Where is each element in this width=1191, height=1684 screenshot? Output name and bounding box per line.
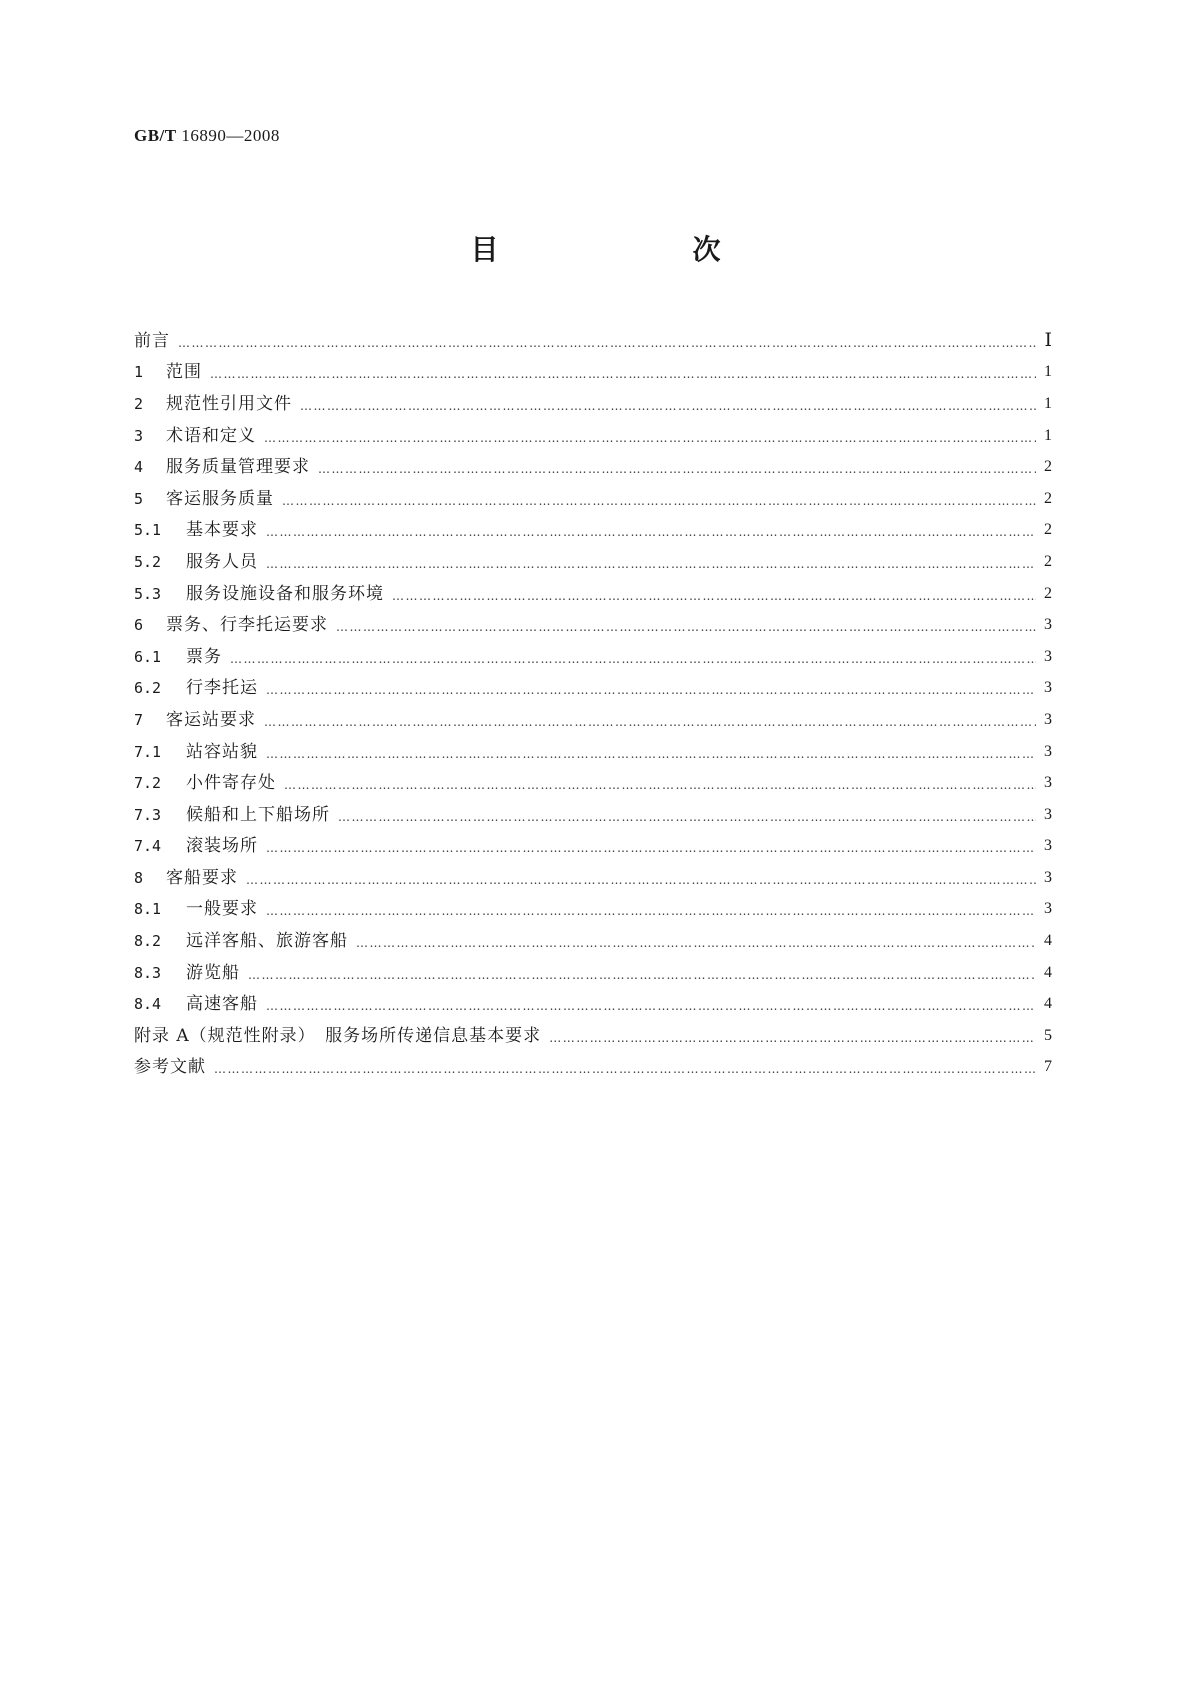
toc-entry-title: 参考文献: [134, 1057, 206, 1078]
toc-dot-leader: [336, 617, 1036, 637]
standard-prefix: GB/T: [134, 126, 177, 145]
toc-entry-page: 4: [1044, 995, 1052, 1013]
toc-entry-number: 8.1: [134, 900, 162, 919]
toc-dot-leader: [549, 1028, 1036, 1048]
toc-entry-title: 范围: [166, 362, 202, 383]
toc-dot-leader: [338, 807, 1036, 827]
toc-dot-leader: [284, 775, 1036, 795]
toc-entry-page: 3: [1044, 805, 1052, 823]
toc-entry-title: 远洋客船、旅游客船: [186, 931, 348, 952]
toc-entry-number: 7: [134, 710, 144, 729]
toc-dot-leader: [230, 649, 1036, 669]
toc-entry-page: 2: [1044, 552, 1052, 570]
toc-entry-number: 3: [134, 426, 144, 445]
toc-entry-title: 服务人员: [186, 551, 258, 572]
toc-entry-title: 附录 A（规范性附录） 服务场所传递信息基本要求: [134, 1025, 542, 1046]
toc-dot-leader: [266, 996, 1036, 1016]
toc-entry[interactable]: [134, 831, 1052, 863]
toc-entry-number: 6: [134, 616, 144, 635]
toc-dot-leader: [210, 364, 1036, 384]
toc-dot-leader: [266, 744, 1036, 764]
toc-entry[interactable]: [134, 515, 1052, 547]
table-of-contents: [134, 325, 1052, 1083]
toc-entry-page: 3: [1044, 647, 1052, 665]
toc-entry-page: 3: [1044, 679, 1052, 697]
toc-entry-page: 3: [1044, 616, 1052, 634]
toc-dot-leader: [392, 586, 1036, 606]
toc-entry-page: 3: [1044, 774, 1052, 792]
toc-entry-number: 4: [134, 458, 144, 477]
toc-dot-leader: [246, 870, 1036, 890]
toc-entry-title: 高速客船: [186, 994, 258, 1015]
toc-entry-number: 8: [134, 868, 144, 887]
toc-entry[interactable]: [134, 578, 1052, 610]
toc-dot-leader: [266, 901, 1036, 921]
toc-entry-title: 服务质量管理要求: [166, 457, 310, 478]
toc-entry-page: 4: [1044, 932, 1052, 950]
toc-entry-number: 6.1: [134, 647, 162, 666]
toc-entry-title: 前言: [134, 330, 170, 351]
toc-entry-number: 7.3: [134, 805, 162, 824]
toc-entry-page: 3: [1044, 742, 1052, 760]
toc-entry-title: 候船和上下船场所: [186, 804, 330, 825]
toc-entry-title: 小件寄存处: [186, 773, 276, 794]
toc-entry-title: 客船要求: [166, 867, 238, 888]
toc-entry-number: 8.2: [134, 932, 162, 951]
toc-dot-leader: [266, 680, 1036, 700]
toc-entry-title: 服务设施设备和服务环境: [186, 583, 384, 604]
toc-entry-page: 1: [1044, 363, 1052, 381]
toc-entry-number: 5.1: [134, 521, 162, 540]
toc-entry[interactable]: [134, 957, 1052, 989]
toc-entry-page: 3: [1044, 868, 1052, 886]
toc-entry-title: 基本要求: [186, 520, 258, 541]
toc-dot-leader: [214, 1059, 1036, 1079]
toc-entry-page: 2: [1044, 584, 1052, 602]
toc-entry-page: 5: [1044, 1026, 1052, 1044]
toc-entry-number: 7.1: [134, 742, 162, 761]
toc-dot-leader: [178, 333, 1036, 353]
standard-code: [134, 126, 280, 146]
toc-dot-leader: [266, 838, 1036, 858]
toc-entry-title: 票务、行李托运要求: [166, 615, 328, 636]
toc-entry-title: 客运站要求: [166, 709, 256, 730]
toc-entry[interactable]: [134, 799, 1052, 831]
toc-entry-page: 7: [1044, 1058, 1052, 1076]
toc-entry[interactable]: [134, 894, 1052, 926]
toc-entry-page: 1: [1044, 394, 1052, 412]
toc-entry-title: 站容站貌: [186, 741, 258, 762]
toc-entry[interactable]: [134, 862, 1052, 894]
standard-number: 16890—2008: [181, 126, 280, 145]
toc-entry-page: 4: [1044, 963, 1052, 981]
toc-entry[interactable]: [134, 1020, 1052, 1052]
toc-entry-page: 3: [1044, 837, 1052, 855]
page-title: 目 次: [470, 233, 767, 266]
toc-entry[interactable]: [134, 641, 1052, 673]
toc-entry-title: 客运服务质量: [166, 488, 274, 509]
toc-entry-title: 术语和定义: [166, 425, 256, 446]
toc-entry[interactable]: [134, 388, 1052, 420]
toc-entry-number: 5.2: [134, 552, 162, 571]
toc-entry[interactable]: [134, 767, 1052, 799]
toc-entry[interactable]: [134, 546, 1052, 578]
toc-dot-leader: [266, 522, 1036, 542]
toc-dot-leader: [282, 491, 1036, 511]
toc-entry-number: 7.2: [134, 774, 162, 793]
toc-entry[interactable]: [134, 704, 1052, 736]
toc-entry[interactable]: [134, 357, 1052, 389]
toc-entry-page: 2: [1044, 521, 1052, 539]
toc-dot-leader: [264, 428, 1036, 448]
toc-entry-number: 1: [134, 363, 144, 382]
toc-entry-number: 6.2: [134, 679, 162, 698]
toc-entry-title: 行李托运: [186, 678, 258, 699]
toc-entry-page: Ⅰ: [1044, 329, 1052, 351]
toc-dot-leader: [248, 965, 1036, 985]
toc-entry[interactable]: [134, 483, 1052, 515]
toc-entry-title: 一般要求: [186, 899, 258, 920]
toc-entry[interactable]: [134, 609, 1052, 641]
toc-entry-number: 5.3: [134, 584, 162, 603]
toc-dot-leader: [266, 554, 1036, 574]
toc-entry[interactable]: [134, 925, 1052, 957]
toc-dot-leader: [300, 396, 1036, 416]
toc-entry-page: 3: [1044, 710, 1052, 728]
toc-entry-page: 2: [1044, 458, 1052, 476]
toc-entry[interactable]: [134, 1052, 1052, 1084]
toc-entry-number: 7.4: [134, 837, 162, 856]
toc-entry-number: 5: [134, 489, 144, 508]
toc-entry-number: 2: [134, 394, 144, 413]
toc-entry-title: 票务: [186, 646, 222, 667]
toc-entry-page: 3: [1044, 900, 1052, 918]
toc-dot-leader: [318, 459, 1036, 479]
toc-dot-leader: [264, 712, 1036, 732]
toc-entry-title: 规范性引用文件: [166, 393, 292, 414]
toc-entry-number: 8.4: [134, 995, 162, 1014]
toc-entry-page: 2: [1044, 489, 1052, 507]
toc-entry[interactable]: [134, 451, 1052, 483]
toc-entry-title: 滚装场所: [186, 836, 258, 857]
toc-entry[interactable]: [134, 420, 1052, 452]
toc-entry-page: 1: [1044, 426, 1052, 444]
toc-entry[interactable]: [134, 988, 1052, 1020]
toc-entry[interactable]: [134, 325, 1052, 357]
toc-dot-leader: [356, 933, 1036, 953]
toc-entry-number: 8.3: [134, 963, 162, 982]
toc-entry[interactable]: [134, 736, 1052, 768]
toc-entry-title: 游览船: [186, 962, 240, 983]
toc-entry[interactable]: [134, 673, 1052, 705]
